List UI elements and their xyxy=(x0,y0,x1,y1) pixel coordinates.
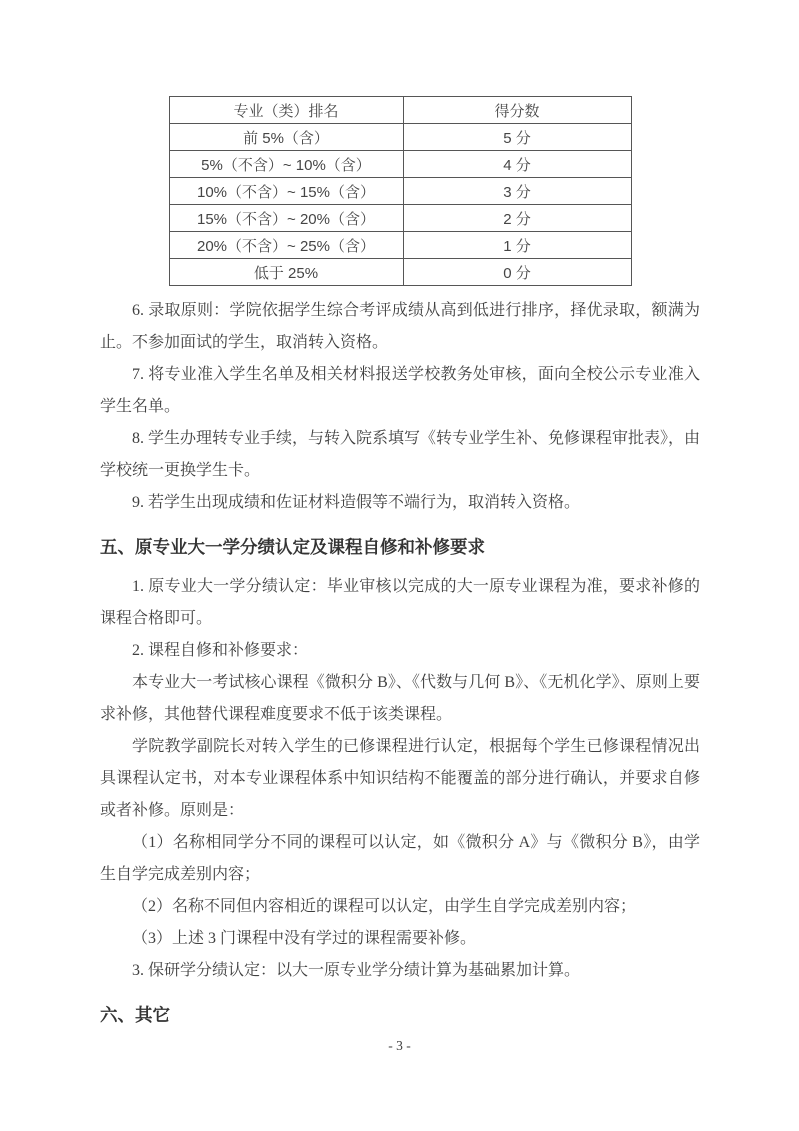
document-content xyxy=(100,96,700,1039)
body-text-block xyxy=(100,295,700,1029)
table-row xyxy=(169,151,631,178)
section-6-heading: 六、其它 xyxy=(100,1005,170,1025)
section5-rule-3: （3）上述 3 门课程中没有学过的课程需要补修。 xyxy=(132,930,477,947)
table-cell-score: 0 分 xyxy=(403,259,631,286)
table-header-row xyxy=(169,97,631,124)
paragraph-item-7: 7. 将专业准入学生名单及相关材料报送学校教务处审核，面向全校公示专业准入学生名单。 xyxy=(100,366,700,415)
score-table xyxy=(169,96,632,286)
section5-paragraph-5: 3. 保研学分绩认定：以大一原专业学分绩计算为基础累加计算。 xyxy=(132,962,581,979)
table-row xyxy=(169,124,631,151)
table-cell-rank: 20%（不含）~ 25%（含） xyxy=(169,232,403,259)
table-row xyxy=(169,178,631,205)
table-cell-score: 1 分 xyxy=(403,232,631,259)
paragraph-item-9: 9. 若学生出现成绩和佐证材料造假等不端行为，取消转入资格。 xyxy=(132,494,581,511)
paragraph-item-8: 8. 学生办理转专业手续，与转入院系填写《转专业学生补、免修课程审批表》，由学校统一更换学生卡。 xyxy=(100,430,701,479)
table-cell-rank: 低于 25% xyxy=(169,259,403,286)
section5-paragraph-1: 1. 原专业大一学分绩认定：毕业审核以完成的大一原专业课程为准，要求补修的课程合格即可。 xyxy=(100,578,700,627)
table-cell-score: 5 分 xyxy=(403,124,631,151)
section5-rule-2: （2）名称不同但内容相近的课程可以认定，由学生自学完成差别内容； xyxy=(132,898,637,915)
table-cell-rank: 前 5%（含） xyxy=(169,124,403,151)
section5-paragraph-4: 学院教学副院长对转入学生的已修课程进行认定，根据每个学生已修课程情况出具课程认定书，对本专业课程体系中知识结构不能覆盖的部分进行确认，并要求自修或者补修。原则是： xyxy=(100,738,700,819)
section-5-heading: 五、原专业大一学分绩认定及课程自修和补修要求 xyxy=(100,537,485,557)
table-cell-rank: 5%（不含）~ 10%（含） xyxy=(169,151,403,178)
table-cell-rank: 15%（不含）~ 20%（含） xyxy=(169,205,403,232)
section5-rule-1: （1）名称相同学分不同的课程可以认定，如《微积分 A》与《微积分 B》，由学生自学完成差别内容； xyxy=(100,834,700,883)
table-header-score: 得分数 xyxy=(403,97,631,124)
table-cell-score: 4 分 xyxy=(403,151,631,178)
table-row xyxy=(169,205,631,232)
section5-paragraph-2: 2. 课程自修和补修要求： xyxy=(132,642,309,659)
section5-paragraph-3: 本专业大一考试核心课程《微积分 B》、《代数与几何 B》、《无机化学》、原则上要求补修，其他替代课程难度要求不低于该类课程。 xyxy=(100,674,700,723)
page-number: - 3 - xyxy=(388,1038,411,1053)
table-row xyxy=(169,232,631,259)
paragraph-item-6: 6. 录取原则：学院依据学生综合考评成绩从高到低进行排序，择优录取，额满为止。不参加面试的学生，取消转入资格。 xyxy=(100,302,700,351)
table-cell-score: 2 分 xyxy=(403,205,631,232)
table-cell-rank: 10%（不含）~ 15%（含） xyxy=(169,178,403,205)
table-cell-score: 3 分 xyxy=(403,178,631,205)
table-row xyxy=(169,259,631,286)
table-header-rank: 专业（类）排名 xyxy=(169,97,403,124)
